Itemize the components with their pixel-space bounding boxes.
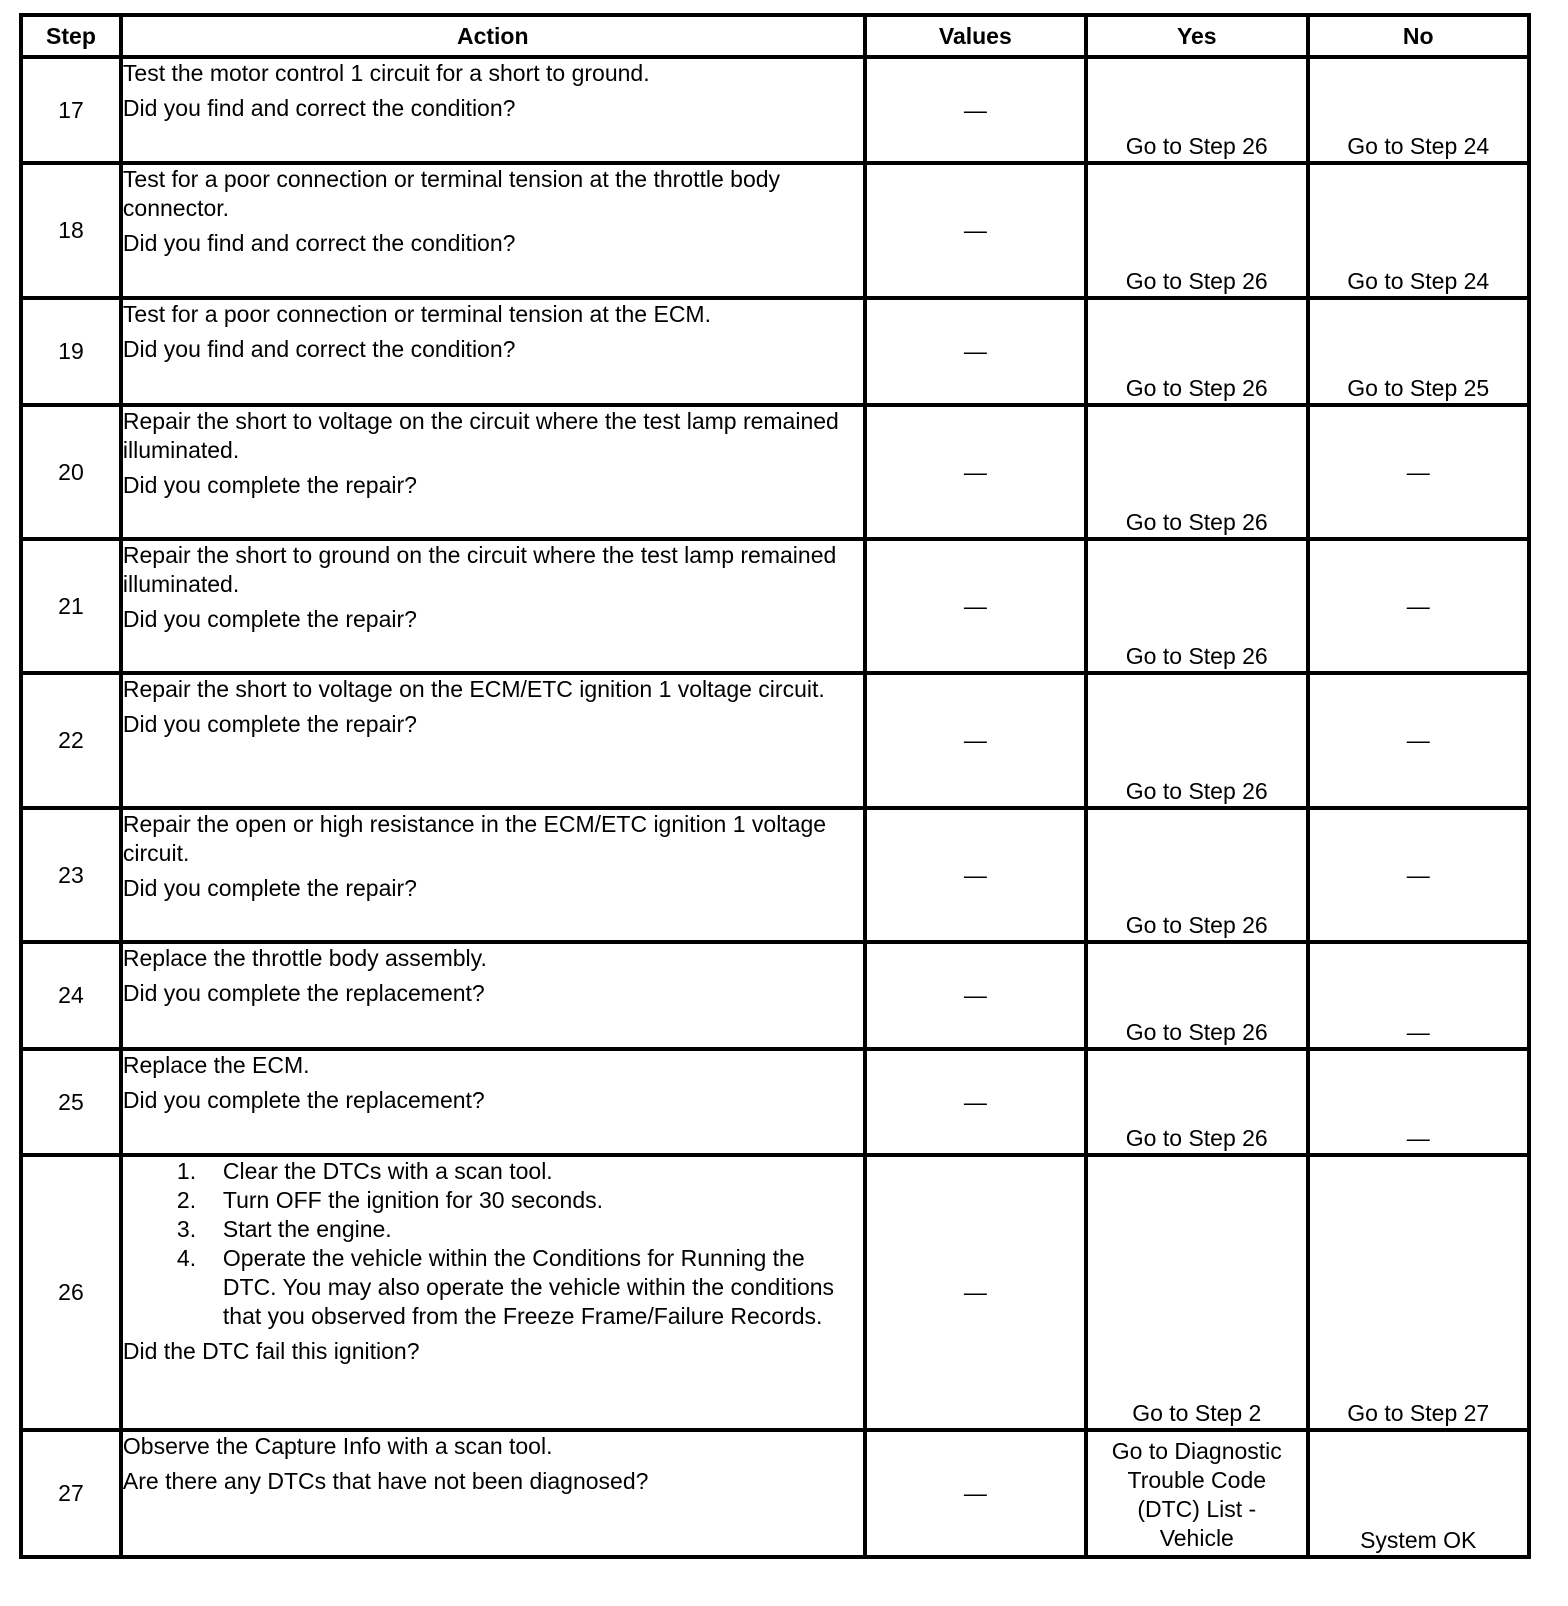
action-question: Did you complete the repair?: [122, 606, 417, 632]
action-text: Test the motor control 1 circuit for a short to ground.: [122, 60, 650, 86]
action-cell: [121, 808, 865, 942]
table-row: [21, 57, 1529, 163]
table-row: [21, 1049, 1529, 1155]
action-cell: [121, 405, 865, 539]
action-question: Did you find and correct the condition?: [122, 336, 516, 362]
values-cell: —: [865, 1155, 1086, 1430]
values-cell: —: [865, 539, 1086, 673]
yes-cell: Go to Step 2: [1086, 1155, 1307, 1430]
action-question: Did you complete the repair?: [122, 472, 417, 498]
procedure-item: [177, 1157, 863, 1186]
action-cell: [121, 298, 865, 405]
procedure-item-text: Clear the DTCs with a scan tool.: [222, 1158, 553, 1184]
no-cell: Go to Step 25: [1308, 298, 1530, 405]
step-number: 24: [21, 942, 121, 1049]
no-cell: —: [1308, 405, 1530, 539]
procedure-item-text: Operate the vehicle within the Conditions for Running the DTC. You may also operate the vehicle within the conditions that you observed from the Freeze Frame/Failure Records.: [222, 1245, 835, 1329]
header-row: [21, 15, 1529, 57]
table-row: [21, 1155, 1529, 1430]
table-row: [21, 673, 1529, 808]
action-cell: [121, 163, 865, 298]
action-cell: [121, 1155, 865, 1430]
step-number: 22: [21, 673, 121, 808]
action-cell: [121, 942, 865, 1049]
action-question: Did you complete the repair?: [122, 711, 417, 737]
no-cell: Go to Step 27: [1308, 1155, 1530, 1430]
action-question: Did the DTC fail this ignition?: [122, 1338, 420, 1364]
values-cell: —: [865, 405, 1086, 539]
values-cell: —: [865, 1430, 1086, 1557]
procedure-item: [177, 1215, 863, 1244]
no-cell: —: [1308, 1049, 1530, 1155]
values-cell: —: [865, 673, 1086, 808]
action-question: Did you complete the replacement?: [122, 1087, 485, 1113]
yes-cell: Go to Step 26: [1086, 808, 1307, 942]
step-number: 21: [21, 539, 121, 673]
header-no: No: [1308, 15, 1530, 57]
step-number: 25: [21, 1049, 121, 1155]
procedure-item-number: 4.: [176, 1245, 197, 1271]
step-number: 27: [21, 1430, 121, 1557]
action-cell: [121, 1430, 865, 1557]
header-step: Step: [21, 15, 121, 57]
action-question: Did you complete the replacement?: [122, 980, 485, 1006]
step-number: 20: [21, 405, 121, 539]
procedure-item-number: 3.: [176, 1216, 197, 1242]
action-text: Replace the throttle body assembly.: [122, 945, 487, 971]
yes-cell: Go to Step 26: [1086, 942, 1307, 1049]
action-text: Repair the short to voltage on the circuit where the test lamp remained illuminated.: [122, 408, 839, 463]
table-row: [21, 405, 1529, 539]
no-cell: —: [1308, 539, 1530, 673]
action-cell: [121, 57, 865, 163]
step-number: 23: [21, 808, 121, 942]
procedure-item: [177, 1186, 863, 1215]
values-cell: —: [865, 808, 1086, 942]
action-text: Test for a poor connection or terminal tension at the ECM.: [122, 301, 711, 327]
action-question: Did you find and correct the condition?: [122, 230, 516, 256]
procedure-item-number: 2.: [176, 1187, 197, 1213]
step-number: 17: [21, 57, 121, 163]
no-cell: —: [1308, 808, 1530, 942]
yes-cell: Go to Step 26: [1086, 57, 1307, 163]
procedure-item-number: 1.: [176, 1158, 197, 1184]
yes-cell: Go to Step 26: [1086, 163, 1307, 298]
action-cell: [121, 673, 865, 808]
step-number: 26: [21, 1155, 121, 1430]
diagnostic-table: [19, 13, 1531, 1559]
procedure-item: [177, 1244, 863, 1331]
action-text: Repair the short to ground on the circuit where the test lamp remained illuminated.: [122, 542, 837, 597]
no-cell: System OK: [1308, 1430, 1530, 1557]
yes-cell: Go to Step 26: [1086, 673, 1307, 808]
step-number: 19: [21, 298, 121, 405]
yes-cell: Go to Step 26: [1086, 298, 1307, 405]
table-row: [21, 942, 1529, 1049]
header-yes: Yes: [1086, 15, 1307, 57]
procedure-list: [123, 1157, 863, 1331]
action-text: Test for a poor connection or terminal tension at the throttle body connector.: [122, 166, 781, 221]
values-cell: —: [865, 1049, 1086, 1155]
action-question: Did you complete the repair?: [122, 875, 417, 901]
action-text: Repair the open or high resistance in the ECM/ETC ignition 1 voltage circuit.: [122, 811, 827, 866]
values-cell: —: [865, 163, 1086, 298]
yes-cell: Go to Step 26: [1086, 1049, 1307, 1155]
table-row: [21, 163, 1529, 298]
values-cell: —: [865, 298, 1086, 405]
table-row: [21, 808, 1529, 942]
action-question: Are there any DTCs that have not been diagnosed?: [122, 1468, 649, 1494]
action-text: Replace the ECM.: [122, 1052, 310, 1078]
step-number: 18: [21, 163, 121, 298]
action-text: Repair the short to voltage on the ECM/ETC ignition 1 voltage circuit.: [122, 676, 825, 702]
table-row: [21, 298, 1529, 405]
no-cell: Go to Step 24: [1308, 57, 1530, 163]
header-action: Action: [121, 15, 865, 57]
no-cell: Go to Step 24: [1308, 163, 1530, 298]
table-row: [21, 539, 1529, 673]
action-cell: [121, 539, 865, 673]
procedure-item-text: Start the engine.: [222, 1216, 392, 1242]
no-cell: —: [1308, 942, 1530, 1049]
values-cell: —: [865, 942, 1086, 1049]
no-cell: —: [1308, 673, 1530, 808]
yes-cell: Go to Step 26: [1086, 405, 1307, 539]
action-text: Observe the Capture Info with a scan tool.: [122, 1433, 553, 1459]
table-row: [21, 1430, 1529, 1557]
header-values: Values: [865, 15, 1086, 57]
action-cell: [121, 1049, 865, 1155]
yes-cell: Go to Diagnostic Trouble Code (DTC) List - Vehicle: [1086, 1430, 1307, 1557]
values-cell: —: [865, 57, 1086, 163]
yes-cell: Go to Step 26: [1086, 539, 1307, 673]
action-question: Did you find and correct the condition?: [122, 95, 516, 121]
procedure-item-text: Turn OFF the ignition for 30 seconds.: [222, 1187, 604, 1213]
